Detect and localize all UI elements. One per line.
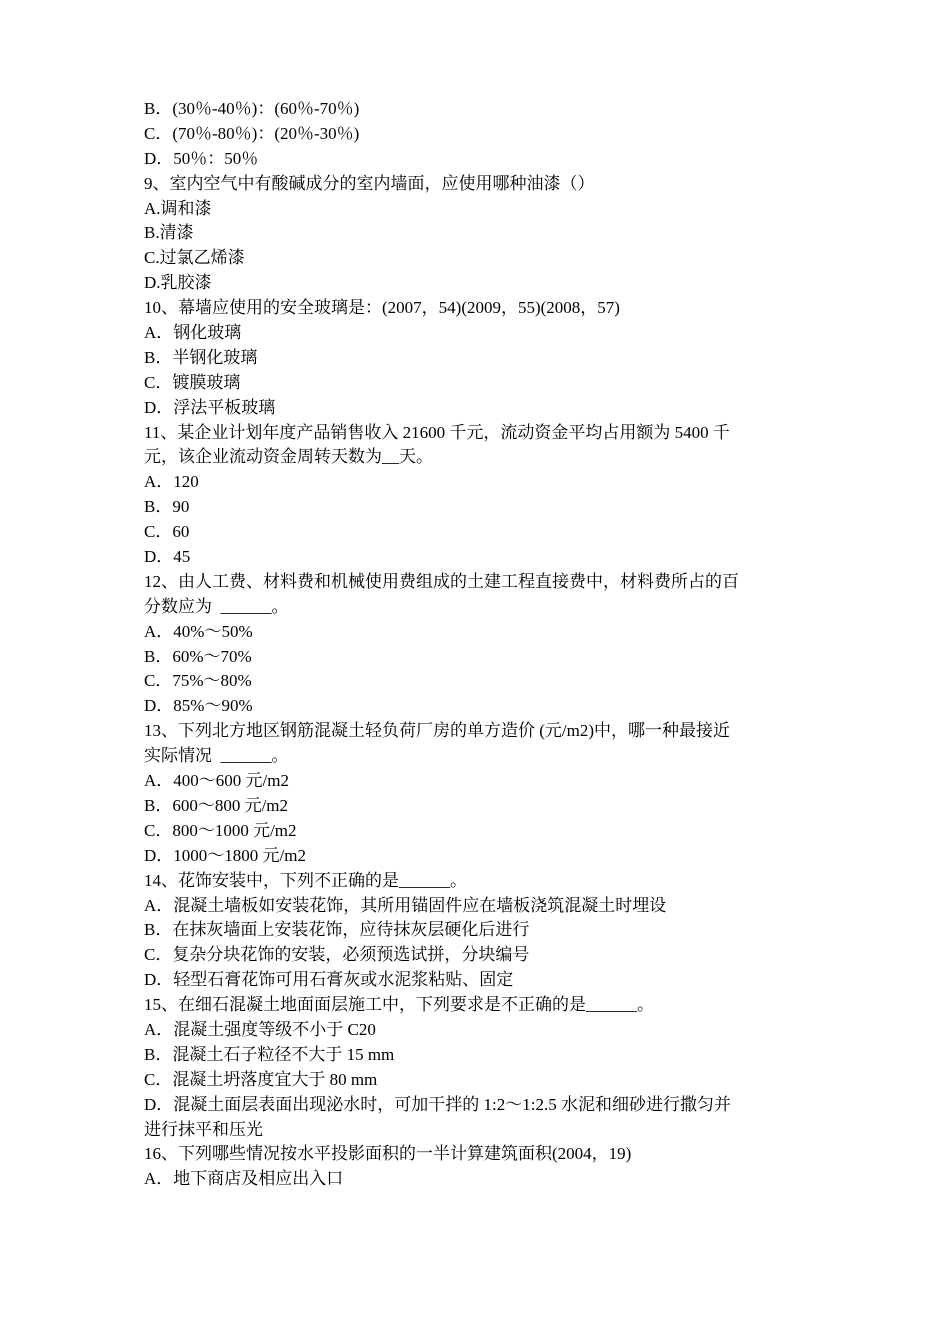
question-line: 13、下列北方地区钢筋混凝土轻负荷厂房的单方造价 (元/m2)中，哪一种最接近 (144, 721, 731, 741)
option-line: A．钢化玻璃 (144, 323, 242, 343)
question-line: 11、某企业计划年度产品销售收入 21600 千元，流动资金平均占用额为 5400 千 (144, 422, 730, 442)
document-page (144, 97, 814, 1192)
option-line: C．镀膜玻璃 (144, 372, 241, 392)
option-line: B.清漆 (144, 223, 194, 243)
option-line: D．轻型石膏花饰可用石膏灰或水泥浆粘贴、固定 (144, 970, 514, 990)
option-line: A．混凝土墙板如安装花饰，其所用锚固件应在墙板浇筑混凝土时埋设 (144, 895, 667, 915)
option-line: B．90 (144, 497, 190, 517)
option-line: B．半钢化玻璃 (144, 347, 258, 367)
question-line: 12、由人工费、材料费和机械使用费组成的土建工程直接费中，材料费所占的百 (144, 571, 739, 591)
option-line: C．(70％-80％)：(20％-30％) (144, 123, 360, 143)
option-line: B．60%～70% (144, 646, 252, 666)
option-line: C.过氯乙烯漆 (144, 248, 245, 268)
question-line: 15、在细石混凝土地面面层施工中，下列要求是不正确的是______。 (144, 995, 654, 1015)
option-line: A．混凝土强度等级不小于 C20 (144, 1019, 376, 1039)
question-line: 元，该企业流动资金周转天数为__天。 (144, 447, 433, 467)
option-line: D．1000～1800 元/m2 (144, 845, 306, 865)
option-line: D．85%～90% (144, 696, 253, 716)
option-line: C．60 (144, 522, 190, 542)
option-line: A．120 (144, 472, 199, 492)
option-line: C．复杂分块花饰的安装，必须预选试拼，分块编号 (144, 945, 530, 965)
option-line: D.乳胶漆 (144, 273, 212, 293)
option-line: A．地下商店及相应出入口 (144, 1169, 344, 1189)
option-line: A．400～600 元/m2 (144, 771, 289, 791)
question-line: 10、幕墙应使用的安全玻璃是：(2007，54)(2009，55)(2008，57) (144, 298, 620, 318)
question-line: 16、下列哪些情况按水平投影面积的一半计算建筑面积(2004，19) (144, 1144, 632, 1164)
question-line: 分数应为 ______。 (144, 596, 289, 616)
option-line: D．浮法平板玻璃 (144, 397, 276, 417)
option-line: C．800～1000 元/m2 (144, 820, 297, 840)
option-line: 进行抹平和压光 (144, 1119, 263, 1139)
option-line: C．混凝土坍落度宜大于 80 mm (144, 1069, 378, 1089)
question-line: 14、花饰安装中，下列不正确的是______。 (144, 870, 467, 890)
option-line: C．75%～80% (144, 671, 252, 691)
option-line: D．50％：50％ (144, 148, 259, 168)
option-line: D．混凝土面层表面出现泌水时，可加干拌的 1:2～1:2.5 水泥和细砂进行撒匀并 (144, 1094, 731, 1114)
question-line: 实际情况 ______。 (144, 746, 289, 766)
option-line: B．在抹灰墙面上安装花饰，应待抹灰层硬化后进行 (144, 920, 530, 940)
option-line: B．(30％-40％)：(60％-70％) (144, 99, 360, 118)
option-line: B．混凝土石子粒径不大于 15 mm (144, 1044, 395, 1064)
option-line: A．40%～50% (144, 621, 253, 641)
option-line: D．45 (144, 547, 191, 567)
question-line: 9、室内空气中有酸碱成分的室内墙面，应使用哪种油漆（） (144, 173, 595, 193)
option-line: A.调和漆 (144, 198, 212, 218)
option-line: B．600～800 元/m2 (144, 795, 289, 815)
